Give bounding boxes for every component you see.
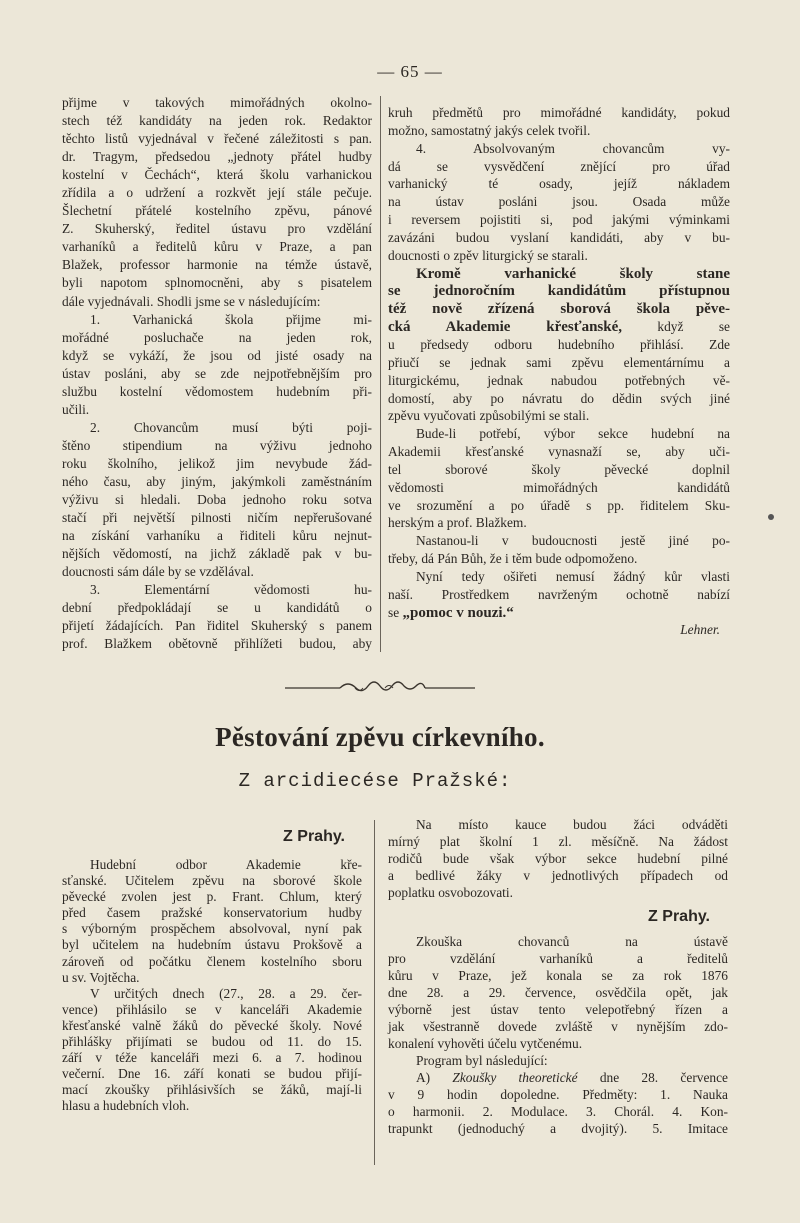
text-line: večerní. Dne 16. září konati se budou přijí- (62, 1066, 362, 1082)
top-right-column (388, 104, 730, 639)
section-heading-z-prahy: Z Prahy. (648, 908, 710, 925)
italic-text: Lehner. (680, 622, 720, 638)
text-line: zpěvu vyučovati způsobilými se stali. (388, 408, 590, 424)
text-line (388, 1069, 728, 1086)
text-line: pro vzdělání varhaníků a ředitelů (388, 951, 728, 966)
text-line: sťanské. Učitelem zpěvu na sborové škole (62, 873, 362, 889)
text-line: ve srozumění a po úřadě s pp. řiditelem Sku- (388, 497, 730, 513)
text-line: dr. Tragym, předsedou „jednoty přátel hudby (62, 149, 372, 165)
text-line: Hudební odbor Akademie kře- (90, 857, 362, 872)
text-line: tel sborové školy pěvecké doplnil (388, 461, 730, 477)
top-left-column (62, 94, 372, 653)
text-line: varhaníků a ředitelů kůru v Praze, a pan (62, 239, 372, 255)
bottom-right-column (388, 816, 728, 1137)
text-line: jak všestranně dovede zvláště v nynějším zdo- (388, 1019, 728, 1034)
text-line: s výborným prospěchem absolvoval, nyní pak (62, 921, 362, 937)
text-line: 4. Absolvovaným chovancům vy- (416, 140, 730, 156)
text-line: kostelní v Čechách“, která školu varhanickou (62, 167, 372, 183)
text-line: dební předpokládají se u kandidátů o (62, 600, 372, 616)
bottom-left-column (62, 857, 362, 1115)
text-line: Nyní tedy ošiřeti nemusí žádný kůr vlasti (416, 568, 730, 584)
text-run: dne 28. července (577, 1070, 728, 1085)
text-line (388, 604, 730, 622)
text-line: výživu si hledali. Doba jednoho roku sotva (62, 492, 372, 508)
text-line: 1. Varhanická škola přijme mi- (90, 311, 372, 327)
text-line: dále vyjednávali. Shodli jsme se v následujícím: (62, 293, 321, 309)
bold-text: cká Akademie křesťanské, (388, 319, 623, 336)
text-line: 2. Chovancům musí býti poji- (90, 419, 372, 435)
text-line: prof. Blažkem obětovně přihlížeti budou, aby (62, 636, 372, 652)
text-line: službu kostelní vědomostem hudebním při- (62, 383, 372, 399)
text-line: roku školního, jelikož jim nevybude žád- (62, 455, 372, 471)
bold-text: též nově zřízená sborová škola pěve- (388, 301, 730, 318)
section-heading-z-prahy: Z Prahy. (283, 828, 345, 845)
text-line: Nastanou-li v budoucnosti jestě jiné po- (416, 533, 730, 549)
text-line: září v téže kanceláři mezi 6. a 7. hodinou (62, 1050, 362, 1066)
text-run: A) (416, 1070, 453, 1085)
text-line: Akademii křesťanské vynasnaží se, aby uči- (388, 444, 730, 460)
text-line: učili. (62, 401, 90, 417)
text-line: štěno stipendium na výživu jednoho (62, 437, 372, 453)
text-line: liturgickému, jednak nabudou potřebných vě- (388, 372, 730, 388)
bold-text: Kromě varhanické školy stane (416, 265, 730, 282)
text-line: před časem pražské konservatorium hudby (62, 905, 362, 921)
text-line: varhanický té osady, jejíž nákladem (388, 176, 730, 192)
text-line (388, 621, 730, 639)
text-line: v 9 hodin dopoledne. Předměty: 1. Nauka (388, 1087, 728, 1102)
text-line: přiučí se jednak sami zpěvu elementárnímu a (388, 354, 730, 370)
text-line: herským a prof. Blažkem. (388, 515, 527, 531)
text-line: hlasu a hudebních vloh. (62, 1098, 190, 1114)
text-line: byl učitelem na hudebním ústavu Prokšově a (62, 937, 362, 953)
text-line: rodičů bude však výbor sekce hudební pilné (388, 851, 728, 866)
text-run: se (388, 604, 403, 620)
page-number: — 65 — (377, 62, 443, 81)
text-line: Bude-li potřebí, výbor sekce hudební na (416, 426, 730, 442)
text-line: Zkouška chovanců na ústavě (416, 934, 728, 949)
text-line: přihlášky přijímati se budou od 11. do 15. (62, 1034, 362, 1050)
text-line: kruh předmětů pro mimořádné kandidáty, pokud (388, 105, 730, 120)
paper-speck (768, 514, 774, 520)
italic-text: Zkoušky theoretické (452, 1070, 578, 1085)
text-line: a bedlivé žáky v jednotlivých případech od (388, 868, 728, 883)
text-line: dne 28. a 29. července, osvědčila opět, jak (388, 985, 728, 1000)
text-line: možno, samostatný jakýs celek tvořil. (388, 122, 591, 138)
text-line: mořádné posluchače na jeden rok, (62, 329, 372, 345)
text-line: V určitých dnech (27., 28. a 29. čer- (90, 985, 362, 1001)
article-subtitle: Z arcidiecése Pražské: (238, 770, 512, 792)
column-divider (374, 820, 375, 1165)
text-line: 3. Elementární vědomosti hu- (90, 582, 372, 598)
text-line: trapunkt (jednoduchý a dvojitý). 5. Imitace (388, 1121, 728, 1136)
article-title: Pěstování zpěvu církevního. (215, 722, 545, 752)
text-line: mírný plat školní 1 zl. měsíčně. Na žádost (388, 834, 728, 849)
text-line (388, 300, 730, 318)
bold-text: „pomoc v nouzi.“ (402, 604, 514, 621)
text-line: Na místo kauce budou žáci odváděti (416, 817, 728, 832)
text-line: u předsedy odboru hudebního přihlásí. Zde (388, 336, 730, 352)
text-line: konalení vyhověti účelu vytčenému. (388, 1036, 583, 1051)
text-line: Blažek, professor harmonie na témže ústavě, (62, 257, 372, 273)
text-line: nějších vědomostí, na jichž základě pak v bu- (62, 546, 372, 562)
text-line: Šlechetní přátelé kostelního zpěvu, pánové (62, 203, 372, 219)
text-line: zároveň od počátku členem kostelního sboru (62, 953, 362, 969)
bold-text: se jednoročním kandidátům přístupnou (388, 283, 730, 300)
text-line: doucnosti sám dále by se vzdělával. (62, 564, 254, 580)
text-line: pěvecké zvolen jest p. Frant. Chlum, který (62, 889, 362, 905)
text-line: stačí při největší pilnosti ničím nepřerušované (62, 510, 372, 526)
text-line: na získání varhaníku a řiditeli kůru nejnut- (62, 528, 372, 544)
text-line: ústav posláni, aby se zde nejpotřebnějším pro (62, 365, 372, 381)
text-line: přijetí žádajících. Pan řiditel Skuherský s panem (62, 618, 372, 634)
text-line: dá se vysvědčení znějící pro úřad (388, 158, 730, 174)
text-line: výborně jest ústav tento velepotřebný řízen a (388, 1002, 728, 1017)
text-line: vence) přihlásilo se v kanceláři Akademie (62, 1001, 362, 1017)
paragraph-block (388, 816, 728, 901)
text-line: domostí, aby po návratu do dědin svých jiné (388, 390, 730, 406)
text-line: o harmonii. 2. Modulace. 3. Chorál. 4. Kon- (388, 1104, 728, 1119)
text-line: byli napotom splnomocněni, aby s pisatelem (62, 275, 372, 291)
text-line: ného času, aby jiným, jakýmkoli zaměstnáním (62, 473, 372, 489)
text-line: na ústav posláni jsou. Osada může (388, 194, 730, 210)
column-divider (380, 96, 381, 652)
text-line: Program byl následující: (416, 1053, 548, 1068)
text-line: když se vykáží, že jsou od jisté osady na (62, 347, 372, 363)
text-line: přijme v takových mimořádných okolno- (62, 95, 372, 110)
text-line: u sv. Vojtěcha. (62, 969, 140, 985)
ornament-divider-icon (285, 680, 475, 696)
text-line: stech též kandidáty na jeden rok. Redaktor (62, 113, 372, 129)
text-line: třeby, dá Pán Bůh, že i těm bude odpomoženo. (388, 551, 638, 567)
text-line: i reversem pojistiti si, pod jakými výminkami (388, 212, 730, 228)
text-line: zavázáni budou vyslaní kandidáti, aby v bu- (388, 229, 730, 245)
text-line: mací zkoušky přihlásivších se žáků, mají-li (62, 1082, 362, 1098)
text-line: kůru v Praze, jež konala se za rok 1876 (388, 968, 728, 983)
text-line: vědomosti mimořádných kandidátů (388, 479, 730, 495)
text-line: křesťanské valně žáků do pěvecké školy. Nové (62, 1017, 362, 1033)
text-line: naší. Prostředkem navrženým ochotně nabízí (388, 586, 730, 602)
text-line: poplatku osvobozovati. (388, 885, 513, 900)
text-line: zřídila a o udržení a rozkvět její stále pečuje. (62, 185, 372, 201)
text-line: těchto listů vyjednával v řečené záležitosti s pan. (62, 131, 372, 147)
text-line (388, 282, 730, 300)
text-run: když se (622, 319, 730, 335)
paragraph-block (388, 933, 728, 1137)
text-line (388, 318, 730, 336)
text-line (388, 265, 730, 283)
text-line: doucnosti o zpěv liturgický se starali. (388, 247, 588, 263)
text-line: Z. Skuherský, ředitel ústavu pro vzdělání (62, 221, 372, 237)
